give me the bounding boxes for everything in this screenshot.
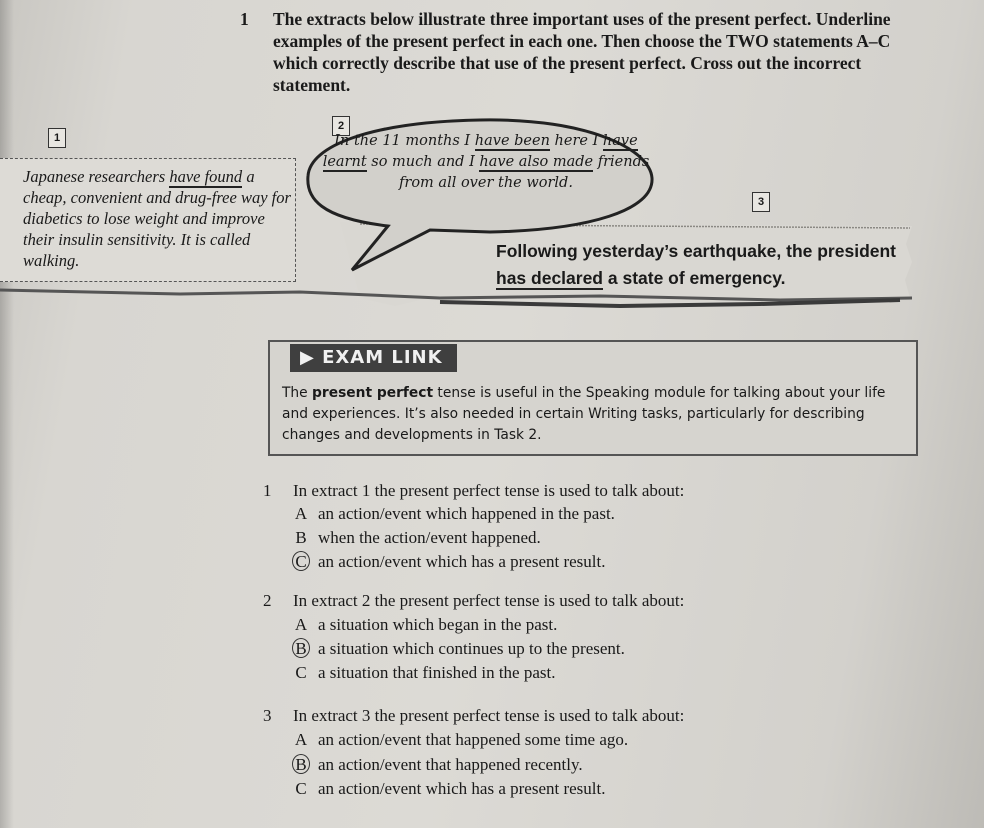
extract-1-text-after: a cheap, convenient and drug-free way for diabetics to lose weight and improve their insulin sensitivity. It is called walking. — [23, 167, 291, 270]
exam-link-text-bold: present perfect — [312, 385, 434, 401]
extract-2-label: 2 — [332, 116, 350, 136]
extract-2-text — [316, 131, 656, 194]
extract-2-underlined-2[interactable]: have learnt — [322, 133, 638, 170]
extract-2-text-part3: so much and I — [366, 154, 480, 170]
extract-3-label: 3 — [752, 192, 770, 212]
option-letter: A — [294, 504, 308, 523]
option-text: an action/event that happened recently. — [318, 755, 583, 774]
extract-1-text — [23, 166, 293, 271]
question-2-text: In extract 2 the present perfect tense is used to talk about: — [293, 591, 685, 610]
play-triangle-icon: ▶ — [300, 347, 323, 368]
option-text: a situation which began in the past. — [318, 615, 558, 634]
question-1-number: 1 — [263, 481, 272, 500]
option-letter-circled: B — [292, 754, 310, 774]
extract-2-text-part2: here I — [549, 133, 603, 149]
option-letter-circled: B — [292, 638, 310, 658]
question-3-number: 3 — [263, 706, 272, 725]
option-letter: A — [294, 730, 308, 749]
extract-3-text-before: Following yesterday’s earthquake, the president — [496, 241, 897, 261]
question-3-text: In extract 3 the present perfect tense is used to talk about: — [293, 706, 685, 725]
extract-2-underlined-1[interactable]: have been — [474, 133, 550, 149]
exam-link-text-post: tense is useful in the Speaking module for talking about your life and experiences. It’s also needed in certain Writing tasks, particularly for describing changes and developments in Task 2. — [282, 385, 886, 443]
exam-link-heading — [290, 344, 457, 372]
exercise-number: 1 — [240, 9, 249, 29]
extract-2-text-part1: In the 11 months I — [334, 133, 475, 149]
extract-3-text-after: a state of emergency. — [603, 268, 786, 288]
option-text: an action/event which happened in the past. — [318, 504, 615, 523]
option-letter: C — [295, 779, 307, 798]
extract-1 — [0, 158, 296, 282]
option-letter: B — [295, 528, 307, 547]
exam-link-title: EXAM LINK — [322, 347, 443, 368]
option-letter: A — [294, 615, 308, 634]
question-2-number: 2 — [263, 591, 272, 610]
extract-1-text-before: Japanese researchers — [23, 167, 170, 186]
extract-3-text — [496, 238, 906, 292]
extract-1-label: 1 — [48, 128, 66, 148]
option-text: an action/event which has a present result. — [318, 779, 606, 798]
exam-link-text — [282, 383, 902, 446]
extract-2-text-part4: friends from all over the world. — [399, 154, 650, 191]
option-letter: C — [295, 663, 307, 682]
instruction-text: The extracts below illustrate three important uses of the present perfect. Underline examples of the present perfect in each one. Then choose the TWO statements A–C which correctly describe that use of the present perfect. Cross out the incorrect statement. — [273, 9, 891, 95]
exam-link-text-pre: The — [282, 385, 313, 401]
option-text: a situation that finished in the past. — [318, 663, 556, 682]
option-text: a situation which continues up to the present. — [318, 639, 625, 658]
extract-2-underlined-3[interactable]: have also made — [479, 154, 594, 170]
option-text: when the action/event happened. — [318, 528, 541, 547]
extract-1-underlined-verb[interactable]: have found — [169, 167, 243, 186]
option-text: an action/event that happened some time ago. — [318, 730, 629, 749]
option-letter-circled: C — [292, 551, 310, 571]
question-1-text: In extract 1 the present perfect tense is used to talk about: — [293, 481, 685, 500]
option-text: an action/event which has a present result. — [318, 552, 606, 571]
extract-3-underlined-verb[interactable]: has declared — [496, 268, 603, 288]
